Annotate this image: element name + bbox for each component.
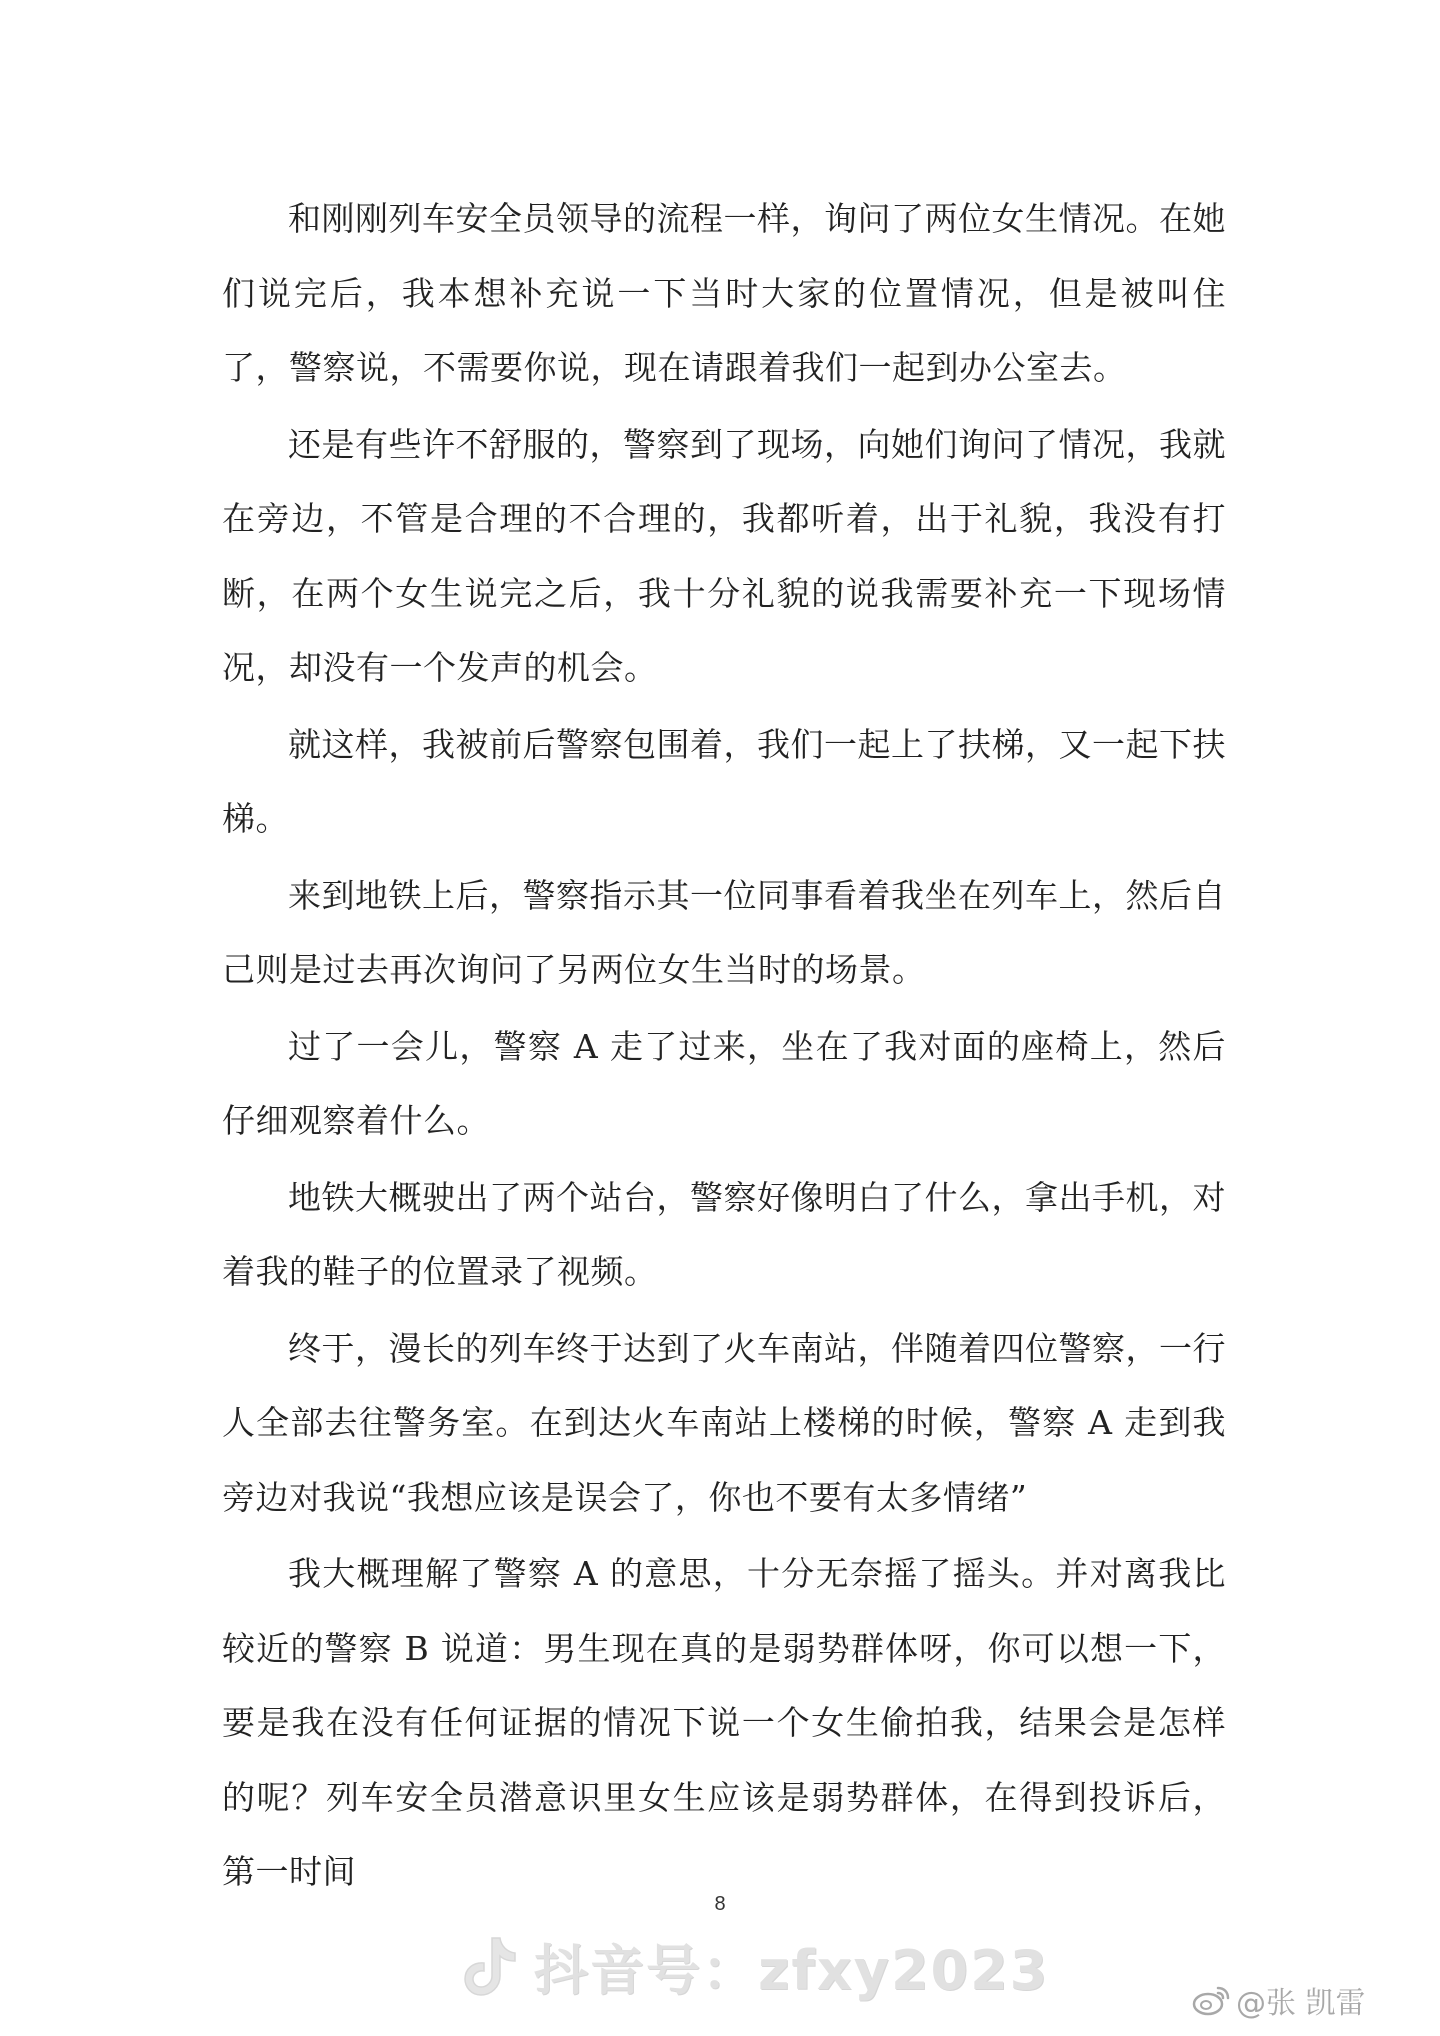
paragraph: 我大概理解了警察 A 的意思，十分无奈摇了摇头。并对离我比较近的警察 B 说道：男生现在真的是弱势群体呀，你可以想一下，要是我在没有任何证据的情况下说一个女生偷拍我，结果会是怎样的呢？列车安全员潜意识里女生应该是弱势群体，在得到投诉后，第一时间 [222, 1554, 1226, 1891]
douyin-logo-icon [462, 1934, 518, 1998]
page-number: 8 [714, 1893, 726, 1915]
paragraph: 和刚刚列车安全员领导的流程一样，询问了两位女生情况。在她们说完后，我本想补充说一下当时大家的位置情况，但是被叫住了，警察说，不需要你说，现在请跟着我们一起到办公室去。 [222, 199, 1226, 387]
paragraph: 就这样，我被前后警察包围着，我们一起上了扶梯，又一起下扶梯。 [222, 724, 1226, 838]
paragraph: 终于，漫长的列车终于达到了火车南站，伴随着四位警察，一行人全部去往警务室。在到达火车南站上楼梯的时候，警察 A 走到我旁边对我说“我想应该是误会了，你也不要有太多情绪” [222, 1328, 1226, 1517]
douyin-watermark [462, 1928, 1049, 2004]
paragraph: 地铁大概驶出了两个站台，警察好像明白了什么，拿出手机，对着我的鞋子的位置录了视频。 [222, 1177, 1226, 1291]
document-body [222, 182, 1226, 1912]
douyin-watermark-text: 抖音号：zfxy2023 [534, 1938, 1050, 2002]
weibo-watermark [1192, 1978, 1366, 2022]
weibo-logo-icon [1192, 1984, 1230, 2016]
paragraph: 来到地铁上后，警察指示其一位同事看着我坐在列车上，然后自己则是过去再次询问了另两位女生当时的场景。 [222, 875, 1226, 989]
paragraph: 还是有些许不舒服的，警察到了现场，向她们询问了情况，我就在旁边，不管是合理的不合理的，我都听着，出于礼貌，我没有打断，在两个女生说完之后，我十分礼貌的说我需要补充一下现场情况，却没有一个发声的机会。 [222, 424, 1226, 687]
paragraph: 过了一会儿，警察 A 走了过来，坐在了我对面的座椅上，然后仔细观察着什么。 [222, 1026, 1226, 1140]
weibo-watermark-text: @张 凯雷 [1236, 1986, 1366, 2021]
